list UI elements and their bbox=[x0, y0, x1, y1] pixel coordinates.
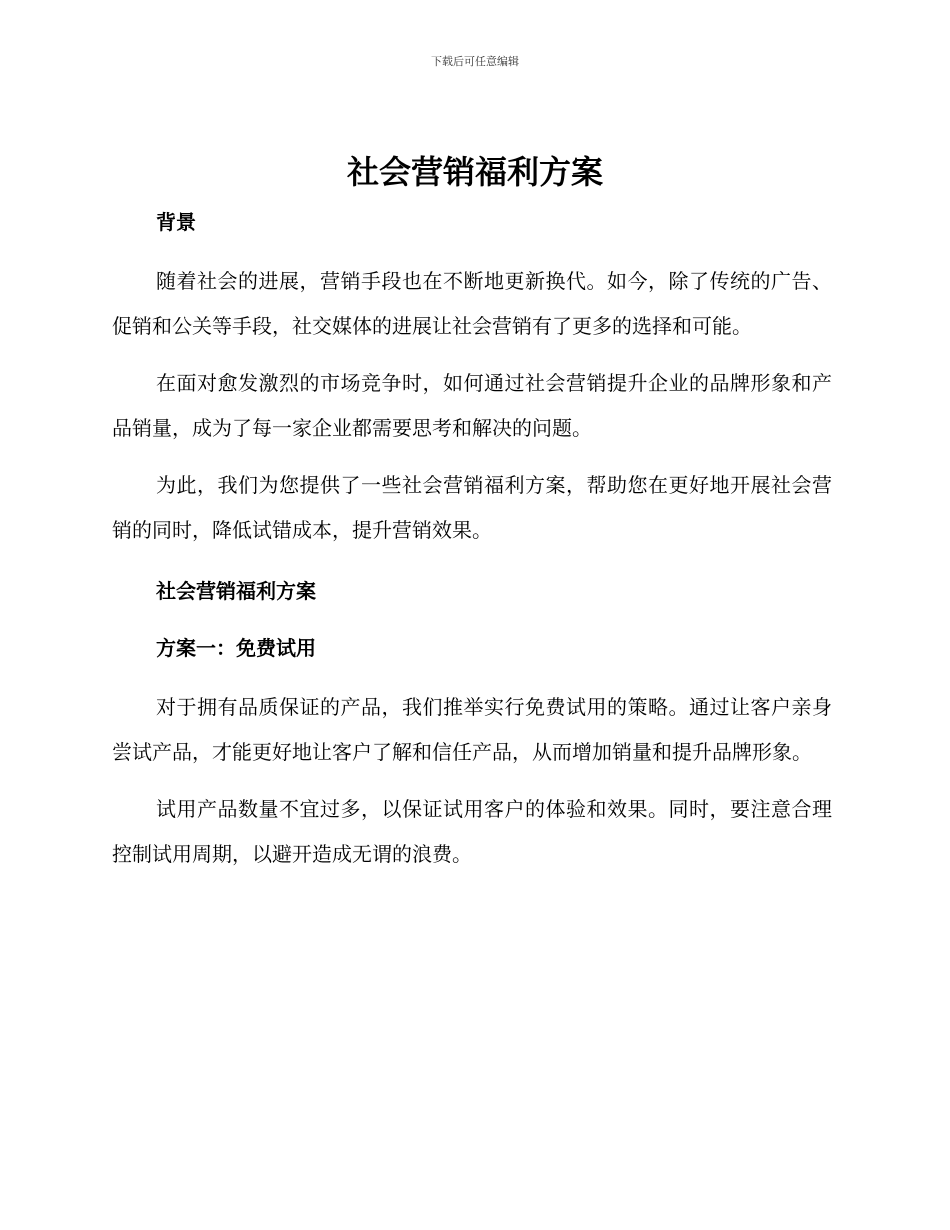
paragraph-5: 试用产品数量不宜过多，以保证试用客户的体验和效果。同时，要注意合理控制试用周期，以避开造成无谓的浪费。 bbox=[112, 797, 832, 866]
paragraph-4: 对于拥有品质保证的产品，我们推举实行免费试用的策略。通过让客户亲身尝试产品，才能更好地让客户了解和信任产品，从而增加销量和提升品牌形象。 bbox=[112, 695, 832, 764]
paragraph-3: 为此，我们为您提供了一些社会营销福利方案，帮助您在更好地开展社会营销的同时，降低试错成本，提升营销效果。 bbox=[112, 473, 832, 542]
paragraph-1: 随着社会的进展，营销手段也在不断地更新换代。如今，除了传统的广告、促销和公关等手段，社交媒体的进展让社会营销有了更多的选择和可能。 bbox=[112, 269, 832, 338]
paragraph-2: 在面对愈发激烈的市场竞争时，如何通过社会营销提升企业的品牌形象和产品销量，成为了每一家企业都需要思考和解决的问题。 bbox=[112, 371, 832, 440]
plans-heading: 社会营销福利方案 bbox=[156, 579, 316, 603]
background-heading: 背景 bbox=[156, 210, 196, 234]
document-title: 社会营销福利方案 bbox=[346, 153, 603, 191]
plan1-heading: 方案一：免费试用 bbox=[156, 636, 316, 660]
document-body bbox=[112, 203, 832, 877]
header-note: 下载后可任意编辑 bbox=[431, 55, 519, 68]
